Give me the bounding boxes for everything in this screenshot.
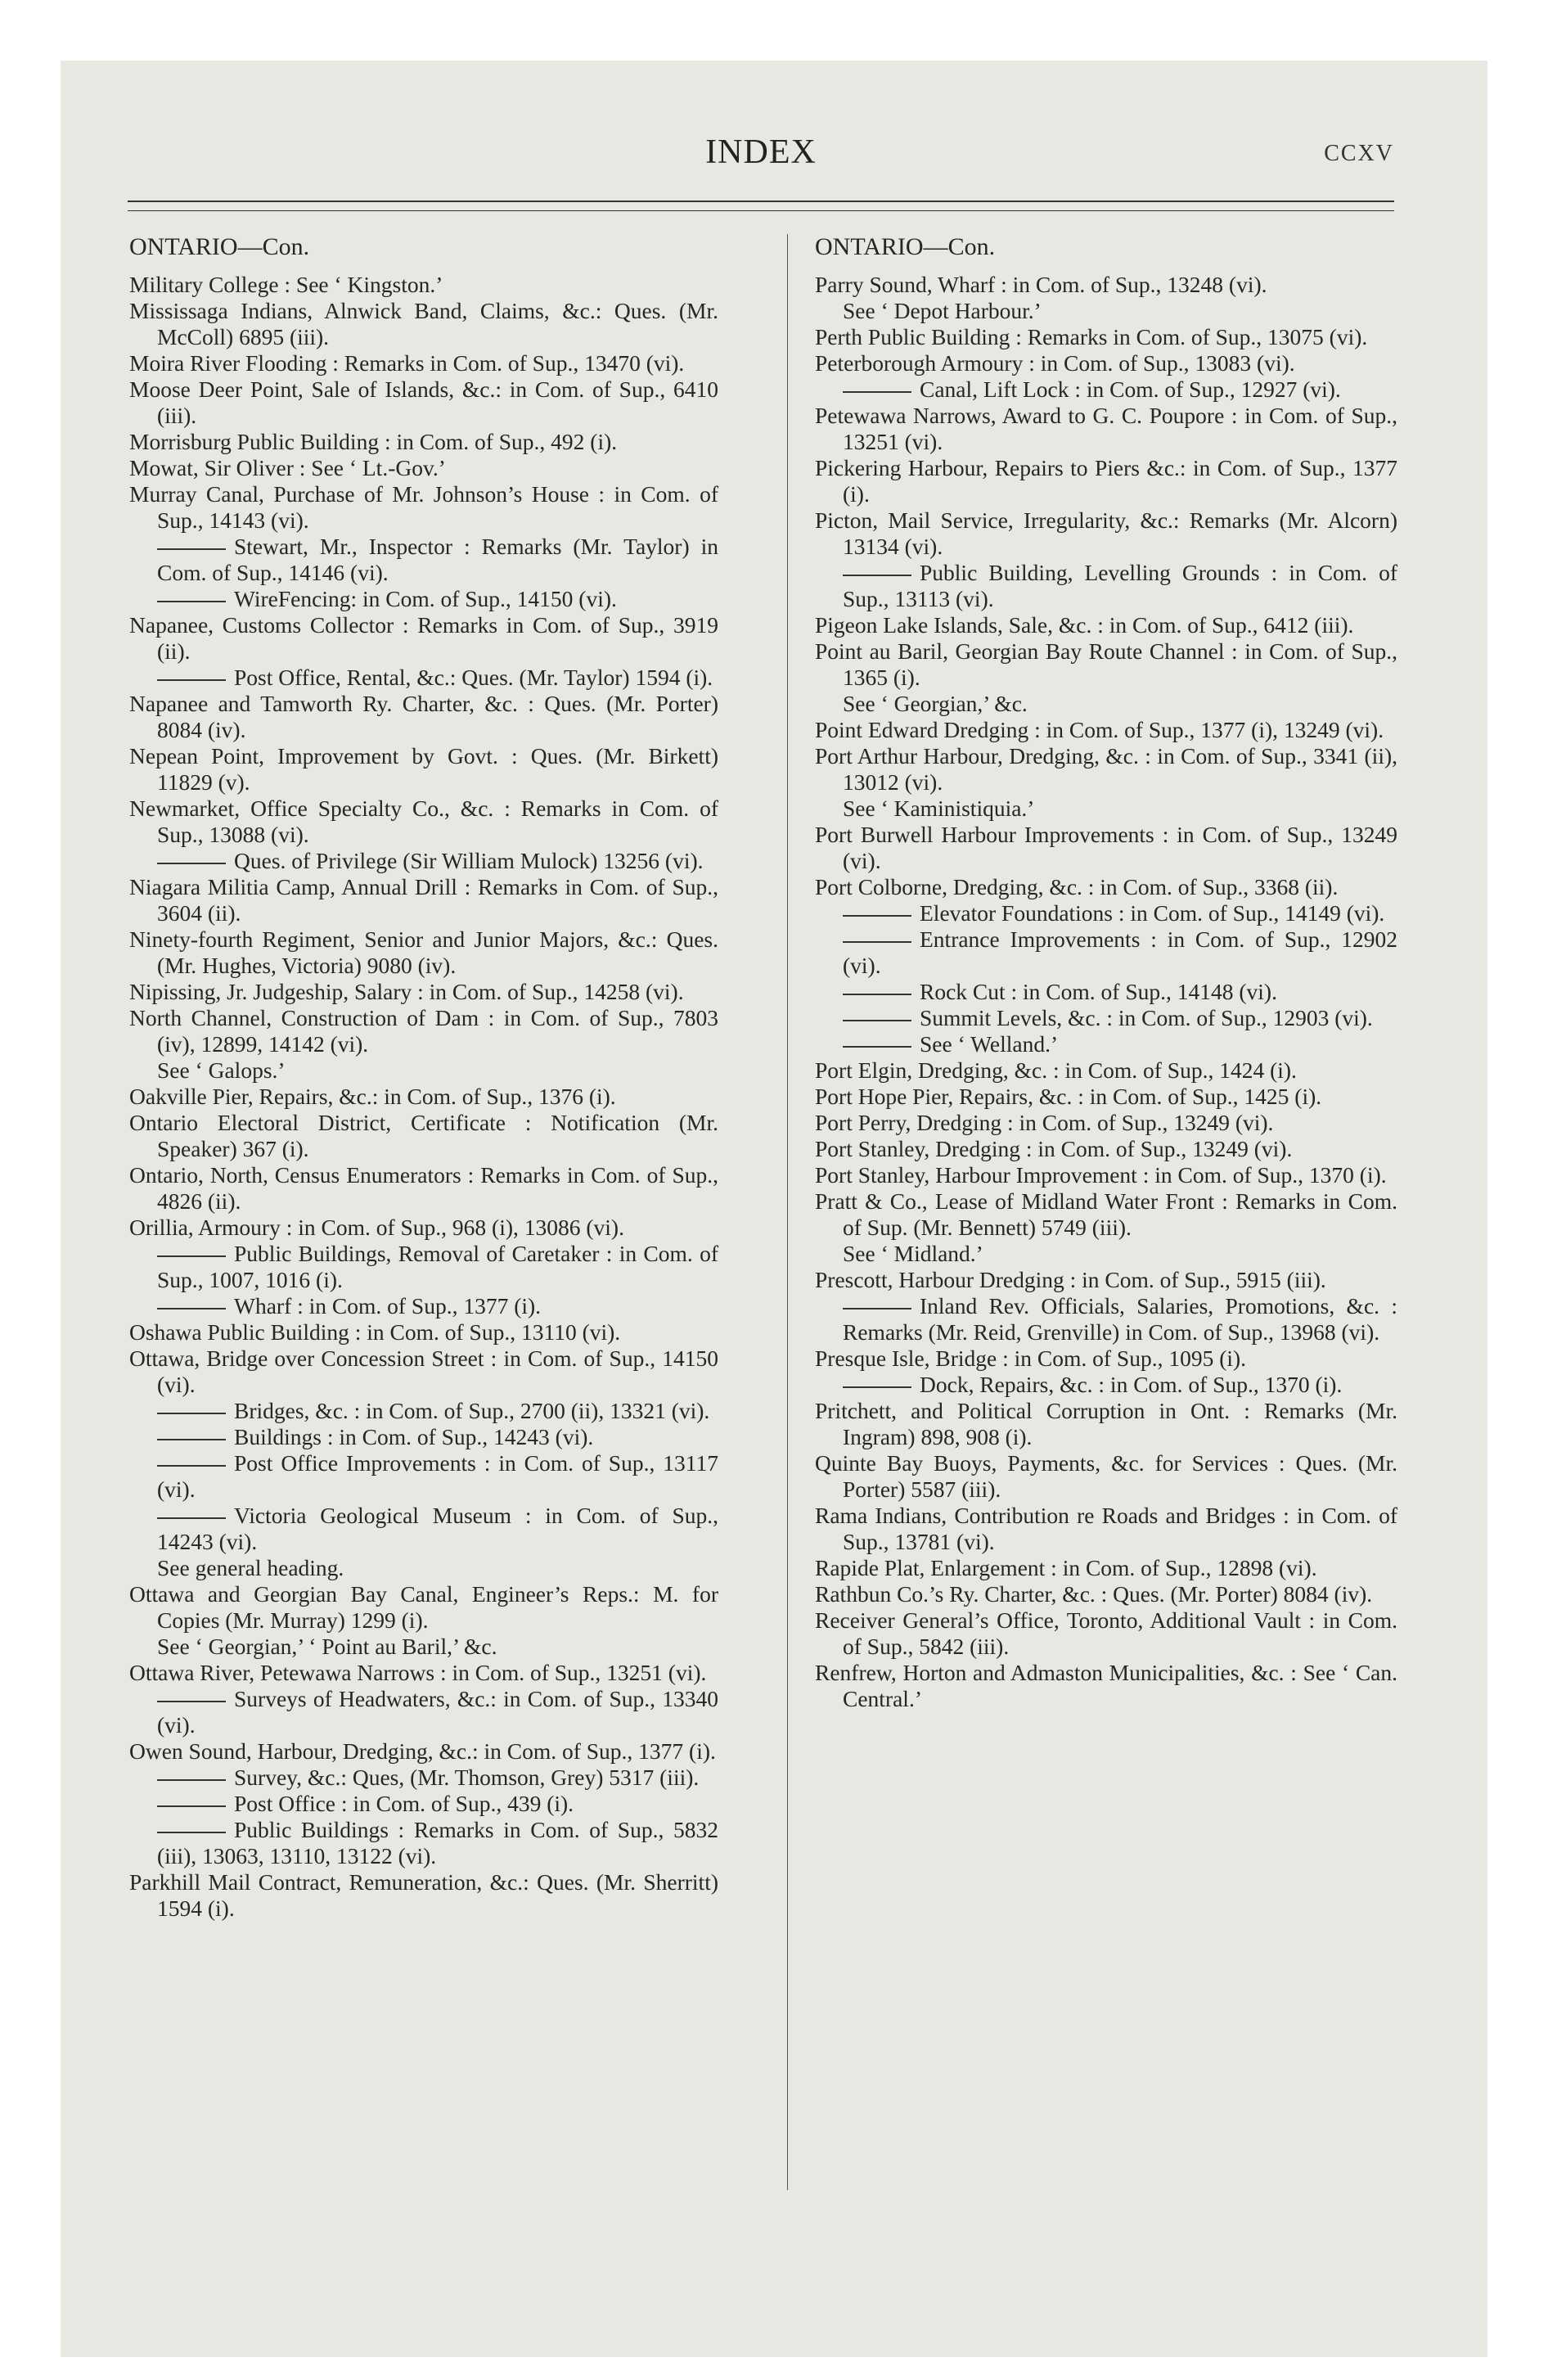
page-title: INDEX [705, 133, 817, 171]
index-entry-text: Post Office, Rental, &c.: Ques. (Mr. Taylor) 1594 (i). [234, 665, 713, 690]
index-entry [815, 1005, 1397, 1031]
index-entry-text: Pratt & Co., Lease of Midland Water Front : Remarks in Com. of Sup. (Mr. Bennett) 5749 (iii). [815, 1188, 1397, 1240]
ditto-dash [157, 1255, 226, 1257]
index-entry-text: Rathbun Co.’s Ry. Charter, &c. : Ques. (Mr. Porter) 8084 (iv). [815, 1581, 1373, 1607]
ditto-dash [843, 575, 911, 576]
index-entry-text: Presque Isle, Bridge : in Com. of Sup., 1095 (i). [815, 1346, 1247, 1371]
index-entry [815, 1450, 1397, 1503]
index-entry-text: See ‘ Georgian,’ &c. [843, 691, 1028, 716]
ditto-dash [843, 1308, 911, 1309]
ditto-dash [843, 1020, 911, 1021]
index-entry [815, 403, 1397, 455]
index-entry-text: Survey, &c.: Ques, (Mr. Thomson, Grey) 5317 (iii). [234, 1765, 700, 1790]
ditto-dash [157, 863, 226, 864]
index-entry [815, 1188, 1397, 1241]
index-entry-text: See ‘ Kaministiquia.’ [843, 796, 1035, 821]
index-entry [129, 1503, 718, 1555]
index-entry [815, 455, 1397, 507]
index-entry-text: Parkhill Mail Contract, Remuneration, &c.: Ques. (Mr. Sherritt) 1594 (i). [129, 1869, 718, 1921]
index-entry-text: Renfrew, Horton and Admaston Municipalities, &c. : See ‘ Can. Central.’ [815, 1660, 1397, 1711]
index-entry [815, 691, 1397, 717]
index-entry-text: Prescott, Harbour Dredging : in Com. of Sup., 5915 (iii). [815, 1267, 1326, 1292]
index-entry [129, 848, 718, 874]
index-entry [815, 1110, 1397, 1136]
index-entry-text: Point Edward Dredging : in Com. of Sup., 1377 (i), 13249 (vi). [815, 717, 1384, 742]
index-entry [815, 1267, 1397, 1293]
index-entry-text: Port Elgin, Dredging, &c. : in Com. of Sup., 1424 (i). [815, 1057, 1297, 1083]
index-entry-text: Nepean Point, Improvement by Govt. : Ques. (Mr. Birkett) 11829 (v). [129, 743, 718, 795]
index-entry-text: See ‘ Welland.’ [920, 1031, 1059, 1057]
index-entry-text: Ninety-fourth Regiment, Senior and Junior Majors, &c.: Ques. (Mr. Hughes, Victoria) 9080 (iv). [129, 926, 718, 978]
index-entry-text: Public Buildings, Removal of Caretaker : in Com. of Sup., 1007, 1016 (i). [157, 1241, 718, 1292]
index-entry [129, 1346, 718, 1398]
index-entry-text: Orillia, Armoury : in Com. of Sup., 968 (i), 13086 (vi). [129, 1215, 624, 1240]
index-entry-text: Oshawa Public Building : in Com. of Sup., 13110 (vi). [129, 1319, 621, 1345]
index-entry-text: Buildings : in Com. of Sup., 14243 (vi). [234, 1424, 594, 1449]
index-entry-text: Wharf : in Com. of Sup., 1377 (i). [234, 1293, 542, 1318]
ditto-dash [157, 1779, 226, 1781]
index-entry [815, 926, 1397, 979]
index-entry-text: Pigeon Lake Islands, Sale, &c. : in Com. of Sup., 6412 (iii). [815, 612, 1354, 638]
ditto-dash [157, 1701, 226, 1702]
index-entry [129, 429, 718, 455]
right-entries [815, 272, 1397, 1712]
ditto-dash [157, 1413, 226, 1414]
index-entry-text: Port Arthur Harbour, Dredging, &c. : in Com. of Sup., 3341 (ii), 13012 (vi). [815, 743, 1397, 795]
index-entry-text: Picton, Mail Service, Irregularity, &c.: Remarks (Mr. Alcorn) 13134 (vi). [815, 507, 1397, 559]
ditto-dash [157, 1805, 226, 1807]
index-entry-text: Public Buildings : Remarks in Com. of Sup., 5832 (iii), 13063, 13110, 13122 (vi). [157, 1817, 718, 1868]
left-column [129, 234, 718, 1922]
index-entry-text: Ottawa, Bridge over Concession Street : in Com. of Sup., 14150 (vi). [129, 1346, 718, 1397]
left-entries [129, 272, 718, 1922]
ditto-dash [157, 1832, 226, 1833]
index-entry-text: Parry Sound, Wharf : in Com. of Sup., 13248 (vi). [815, 272, 1267, 297]
index-entry [815, 376, 1397, 403]
index-entry [129, 1293, 718, 1319]
index-entry-text: Pritchett, and Political Corruption in Ont. : Remarks (Mr. Ingram) 898, 908 (i). [815, 1398, 1397, 1449]
index-entry-text: Bridges, &c. : in Com. of Sup., 2700 (ii), 13321 (vi). [234, 1398, 710, 1423]
index-entry [815, 1346, 1397, 1372]
index-entry [815, 1581, 1397, 1607]
page-number: CCXV [1324, 141, 1394, 166]
index-entry [815, 612, 1397, 638]
index-entry [815, 796, 1397, 822]
index-entry-text: Post Office : in Com. of Sup., 439 (i). [234, 1791, 574, 1816]
index-entry [129, 455, 718, 481]
index-entry-text: Port Perry, Dredging : in Com. of Sup., 13249 (vi). [815, 1110, 1274, 1135]
index-entry [129, 376, 718, 429]
index-entry [815, 874, 1397, 900]
index-entry [129, 1424, 718, 1450]
index-entry-text: Public Building, Levelling Grounds : in Com. of Sup., 13113 (vi). [843, 560, 1397, 611]
right-column-heading: ONTARIO—Con. [815, 233, 996, 260]
index-entry-text: Ques. of Privilege (Sir William Mulock) 13256 (vi). [234, 848, 704, 873]
ditto-dash [157, 679, 226, 681]
ditto-dash [843, 941, 911, 943]
index-entry-text: Dock, Repairs, &c. : in Com. of Sup., 1370 (i). [920, 1372, 1343, 1397]
index-entry [129, 1005, 718, 1057]
index-entry [129, 586, 718, 612]
index-entry-text: Nipissing, Jr. Judgeship, Salary : in Com. of Sup., 14258 (vi). [129, 979, 684, 1004]
index-entry [815, 979, 1397, 1005]
index-entry [129, 743, 718, 796]
index-entry [129, 1869, 718, 1922]
index-entry-text: Niagara Militia Camp, Annual Drill : Remarks in Com. of Sup., 3604 (ii). [129, 874, 718, 926]
index-entry [129, 1241, 718, 1293]
index-entry [815, 1555, 1397, 1581]
index-entry [815, 1293, 1397, 1346]
index-entry-text: Port Hope Pier, Repairs, &c. : in Com. of Sup., 1425 (i). [815, 1084, 1322, 1109]
index-entry [129, 1084, 718, 1110]
index-entry-text: Victoria Geological Museum : in Com. of Sup., 14243 (vi). [157, 1503, 718, 1554]
index-entry [815, 1057, 1397, 1084]
index-entry [815, 560, 1397, 612]
ditto-dash [157, 548, 226, 550]
index-entry [129, 534, 718, 586]
index-entry [129, 298, 718, 350]
index-entry [129, 1817, 718, 1869]
index-entry-text: Ottawa and Georgian Bay Canal, Engineer’s Reps.: M. for Copies (Mr. Murray) 1299 (i). [129, 1581, 718, 1633]
index-entry-text: See ‘ Midland.’ [843, 1241, 983, 1266]
index-entry [815, 743, 1397, 796]
index-entry-text: Rama Indians, Contribution re Roads and Bridges : in Com. of Sup., 13781 (vi). [815, 1503, 1397, 1554]
index-entry-text: Canal, Lift Lock : in Com. of Sup., 12927 (vi). [920, 376, 1341, 402]
index-entry [815, 1607, 1397, 1660]
header-rule [128, 201, 1394, 202]
ditto-dash [157, 1517, 226, 1519]
index-entry-text: Mowat, Sir Oliver : See ‘ Lt.-Gov.’ [129, 455, 446, 480]
index-entry-text: Port Burwell Harbour Improvements : in Com. of Sup., 13249 (vi). [815, 822, 1397, 873]
index-entry [129, 1398, 718, 1424]
index-entry-text: Receiver General’s Office, Toronto, Additional Vault : in Com. of Sup., 5842 (iii). [815, 1607, 1397, 1659]
ditto-dash [157, 1439, 226, 1440]
index-entry [129, 1215, 718, 1241]
index-entry-text: Stewart, Mr., Inspector : Remarks (Mr. Taylor) in Com. of Sup., 14146 (vi). [157, 534, 718, 585]
index-entry [815, 272, 1397, 298]
index-entry-text: Pickering Harbour, Repairs to Piers &c.: in Com. of Sup., 1377 (i). [815, 455, 1397, 507]
ditto-dash [843, 1386, 911, 1388]
index-entry-text: Oakville Pier, Repairs, &c.: in Com. of Sup., 1376 (i). [129, 1084, 616, 1109]
index-entry [815, 822, 1397, 874]
index-entry [129, 1791, 718, 1817]
header-rule-thin [128, 210, 1394, 211]
index-entry [815, 1084, 1397, 1110]
index-entry-text: North Channel, Construction of Dam : in Com. of Sup., 7803 (iv), 12899, 14142 (vi). [129, 1005, 718, 1057]
page-header [128, 133, 1394, 182]
index-entry [129, 665, 718, 691]
index-entry-text: Napanee, Customs Collector : Remarks in Com. of Sup., 3919 (ii). [129, 612, 718, 664]
index-entry-text: Petewawa Narrows, Award to G. C. Poupore : in Com. of Sup., 13251 (vi). [815, 403, 1397, 454]
index-entry-text: See ‘ Galops.’ [157, 1057, 286, 1083]
index-entry-text: Moira River Flooding : Remarks in Com. of Sup., 13470 (vi). [129, 350, 685, 376]
index-entry-text: See ‘ Georgian,’ ‘ Point au Baril,’ &c. [157, 1634, 497, 1659]
index-entry-text: Murray Canal, Purchase of Mr. Johnson’s House : in Com. of Sup., 14143 (vi). [129, 481, 718, 533]
index-entry-text: Entrance Improvements : in Com. of Sup., 12902 (vi). [843, 926, 1397, 978]
index-entry [129, 1162, 718, 1215]
index-entry [129, 481, 718, 534]
index-entry-text: Point au Baril, Georgian Bay Route Channel : in Com. of Sup., 1365 (i). [815, 638, 1397, 690]
index-entry-text: Ontario, North, Census Enumerators : Remarks in Com. of Sup., 4826 (ii). [129, 1162, 718, 1214]
index-entry-text: WireFencing: in Com. of Sup., 14150 (vi). [234, 586, 617, 611]
index-entry [815, 298, 1397, 324]
index-entry-text: See ‘ Depot Harbour.’ [843, 298, 1042, 323]
index-entry-text: Moose Deer Point, Sale of Islands, &c.: in Com. of Sup., 6410 (iii). [129, 376, 718, 428]
index-entry-text: Rock Cut : in Com. of Sup., 14148 (vi). [920, 979, 1277, 1004]
index-entry-text: Military College : See ‘ Kingston.’ [129, 272, 443, 297]
index-entry [129, 272, 718, 298]
index-entry [129, 612, 718, 665]
index-entry-text: Summit Levels, &c. : in Com. of Sup., 12903 (vi). [920, 1005, 1373, 1030]
ditto-dash [157, 601, 226, 602]
index-entry [129, 1660, 718, 1686]
ditto-dash [843, 915, 911, 917]
index-entry [815, 1031, 1397, 1057]
index-entry-text: Napanee and Tamworth Ry. Charter, &c. : Ques. (Mr. Porter) 8084 (iv). [129, 691, 718, 742]
index-entry-text: Rapide Plat, Enlargement : in Com. of Sup., 12898 (vi). [815, 1555, 1317, 1580]
index-entry-text: Newmarket, Office Specialty Co., &c. : Remarks in Com. of Sup., 13088 (vi). [129, 796, 718, 847]
index-entry [815, 507, 1397, 560]
index-entry [815, 717, 1397, 743]
ditto-dash [843, 994, 911, 995]
index-entry [129, 691, 718, 743]
index-entry-text: Port Stanley, Harbour Improvement : in Com. of Sup., 1370 (i). [815, 1162, 1387, 1188]
left-column-heading: ONTARIO—Con. [129, 233, 310, 260]
index-entry-text: Ontario Electoral District, Certificate : Notification (Mr. Speaker) 367 (i). [129, 1110, 718, 1161]
index-entry [129, 1057, 718, 1084]
index-entry-text: Port Stanley, Dredging : in Com. of Sup., 13249 (vi). [815, 1136, 1293, 1161]
index-entry-text: Peterborough Armoury : in Com. of Sup., 13083 (vi). [815, 350, 1295, 376]
index-entry [129, 1765, 718, 1791]
index-entry [815, 638, 1397, 691]
index-entry-text: Ottawa River, Petewawa Narrows : in Com. of Sup., 13251 (vi). [129, 1660, 707, 1685]
index-entry-text: Quinte Bay Buoys, Payments, &c. for Services : Ques. (Mr. Porter) 5587 (iii). [815, 1450, 1397, 1502]
index-entry [129, 926, 718, 979]
index-entry-text: Owen Sound, Harbour, Dredging, &c.: in Com. of Sup., 1377 (i). [129, 1738, 716, 1764]
index-entry [129, 874, 718, 926]
index-entry [815, 1372, 1397, 1398]
ditto-dash [157, 1465, 226, 1467]
index-entry [129, 1686, 718, 1738]
index-entry-text: See general heading. [157, 1555, 344, 1580]
index-entry [815, 1136, 1397, 1162]
index-entry [815, 1660, 1397, 1712]
index-entry [129, 1319, 718, 1346]
right-column [815, 234, 1397, 1712]
index-entry-text: Perth Public Building : Remarks in Com. of Sup., 13075 (vi). [815, 324, 1368, 349]
index-entry [815, 1398, 1397, 1450]
index-entry [129, 1555, 718, 1581]
index-entry [129, 1634, 718, 1660]
index-entry [129, 350, 718, 376]
index-entry [129, 1450, 718, 1503]
index-entry [815, 324, 1397, 350]
index-entry [129, 796, 718, 848]
index-entry [129, 1738, 718, 1765]
index-entry [129, 1581, 718, 1634]
index-entry [815, 1241, 1397, 1267]
index-entry-text: Port Colborne, Dredging, &c. : in Com. of Sup., 3368 (ii). [815, 874, 1339, 899]
index-entry [815, 900, 1397, 926]
index-entry [129, 979, 718, 1005]
ditto-dash [157, 1308, 226, 1309]
index-entry [815, 1503, 1397, 1555]
index-entry-text: Surveys of Headwaters, &c.: in Com. of Sup., 13340 (vi). [157, 1686, 718, 1738]
index-entry [815, 1162, 1397, 1188]
index-entry-text: Inland Rev. Officials, Salaries, Promotions, &c. : Remarks (Mr. Reid, Grenville) in Com. of Sup., 13968 (vi). [843, 1293, 1397, 1345]
index-entry [129, 1110, 718, 1162]
index-entry-text: Morrisburg Public Building : in Com. of Sup., 492 (i). [129, 429, 618, 454]
index-entry-text: Post Office Improvements : in Com. of Sup., 13117 (vi). [157, 1450, 718, 1502]
ditto-dash [843, 1046, 911, 1048]
index-entry-text: Mississaga Indians, Alnwick Band, Claims, &c.: Ques. (Mr. McColl) 6895 (iii). [129, 298, 718, 349]
column-divider [787, 234, 788, 2190]
index-entry [815, 350, 1397, 376]
index-entry-text: Elevator Foundations : in Com. of Sup., 14149 (vi). [920, 900, 1385, 926]
ditto-dash [843, 391, 911, 393]
